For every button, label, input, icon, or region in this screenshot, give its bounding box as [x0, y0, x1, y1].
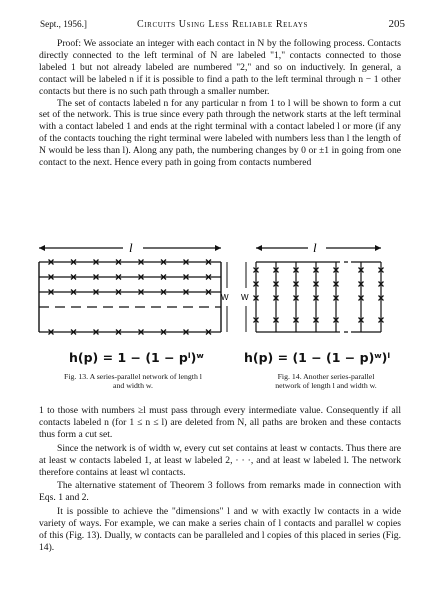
body-text-bottom	[39, 405, 401, 556]
paragraph-width: Since the network is of width w, every cut set contains at least w contacts. Thus there are at least w contacts labeled 1, at least w labeled 2, · · ·, and at least w labeled l. The network therefore contains at least wl contacts.	[39, 442, 401, 478]
body-text-top	[39, 38, 401, 169]
figure-13	[31, 232, 231, 402]
arrowhead-left	[39, 245, 45, 251]
length-label: l	[313, 240, 317, 255]
caption-line: network of length l and width w.	[275, 381, 377, 390]
paragraph-alternative: The alternative statement of Theorem 3 follows from remarks made in connection with Eqs. 1 and 2.	[39, 480, 401, 504]
page-number: 205	[388, 18, 405, 30]
figure-14-diagram	[236, 232, 401, 350]
running-title: Circuits Using Less Reliable Relays	[136, 19, 309, 30]
paragraph-continuation: 1 to those with numbers ≥l must pass through every intermediate value. Consequently if all contacts labeled n (for 1 ≤ n ≤ l) are deleted from N, all paths are broken and these contacts thus form a cut set.	[39, 405, 401, 440]
paragraph-dimensions: It is possible to achieve the "dimensions" l and w with exactly lw contacts in a wide variety of ways. For example, we can make a series chain of l contacts and parallel w copies of this (Fig. 13). Dually, w contacts can be paralleled and l copies of this placed in series (Fig. 14).	[39, 506, 401, 553]
length-label: l	[129, 240, 133, 255]
contact-marks	[254, 268, 384, 323]
arrowhead-left	[256, 245, 262, 251]
arrowhead-right	[375, 245, 381, 251]
figure-13-caption	[35, 372, 231, 390]
journal-date: Sept., 1956.]	[40, 19, 87, 29]
page-header	[40, 19, 405, 33]
contact-marks	[49, 260, 212, 335]
reliability-formula-14: h(p) = (1 − (1 − p)ʷ)ˡ	[244, 350, 391, 365]
figure-13-diagram	[31, 232, 231, 350]
figure-14-caption	[256, 372, 396, 390]
paragraph-cut-set: The set of contacts labeled n for any particular n from 1 to l will be shown to form a cut set of the network. This is true since every path through the network starts at the left terminal with a contact labeled 1 and ends at the right terminal with a contact labeled l or more (if any of the contacts touching the right terminal were labeled with numbers less than l the length of N would be less than l). Along any path, the numbering changes by 0 or ±1 in going from one contact to the next. Hence every path in going from contacts numbered	[39, 97, 401, 169]
figure-14	[236, 232, 401, 402]
caption-line: Fig. 13. A series-parallel network of length l	[64, 372, 202, 381]
caption-line: and width w.	[113, 381, 153, 390]
arrowhead-right	[215, 245, 221, 251]
reliability-formula-13: h(p) = 1 − (1 − pˡ)ʷ	[69, 350, 204, 365]
caption-line: Fig. 14. Another series-parallel	[277, 372, 375, 381]
width-label: W	[221, 293, 229, 302]
width-label: W	[241, 293, 249, 302]
paragraph-proof: Proof: We associate an integer with each contact in N by the following process. Contacts directly connected to the left terminal of N are labeled "1," contacts connected to those labeled 1 but not already labeled are numbered "2," and so on inductively. In general, a contact will be labeled n if it is possible to find a path to the left terminal through n − 1 other contacts but there is no such path through a smaller number.	[39, 38, 401, 97]
